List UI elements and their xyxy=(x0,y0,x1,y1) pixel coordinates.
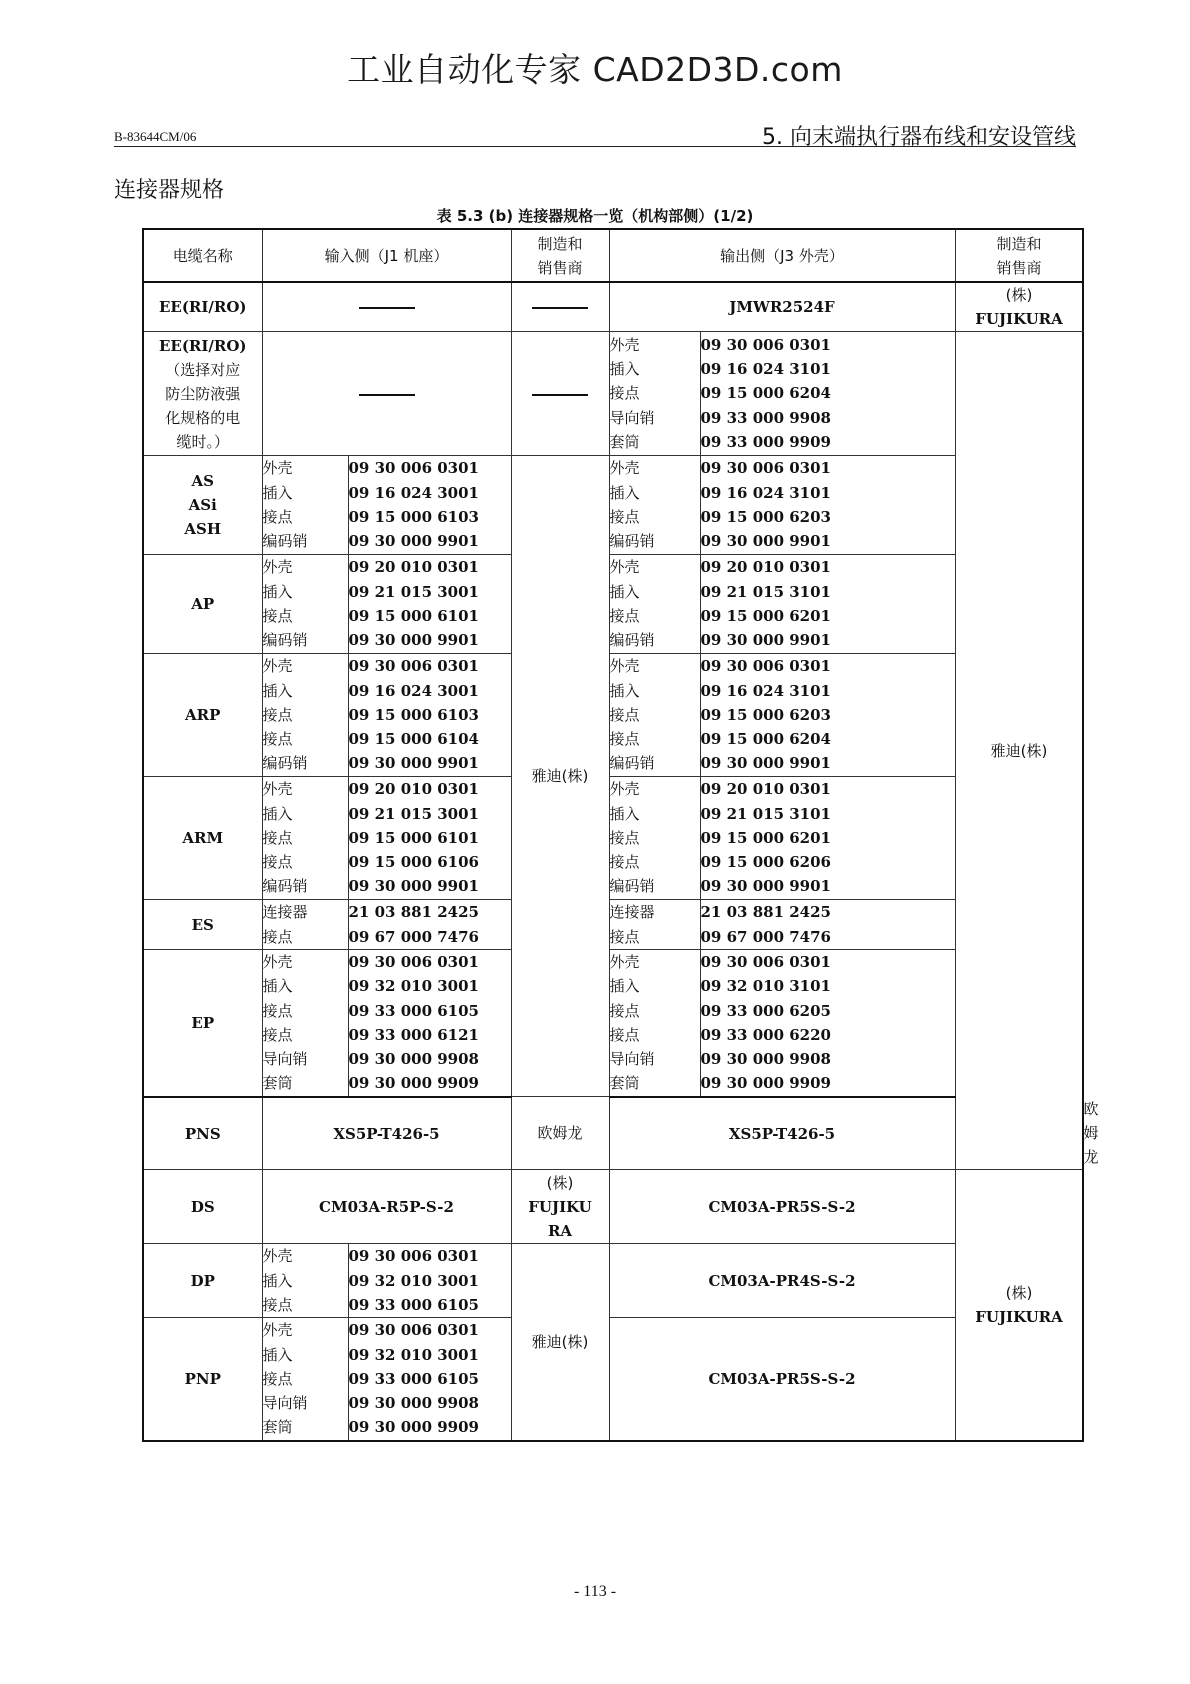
connector-spec-table xyxy=(142,228,1099,1442)
cable-name: ARP xyxy=(143,654,262,777)
maker-fujikura-input: (株) FUJIKU RA xyxy=(511,1170,609,1244)
cable-name: PNP xyxy=(143,1318,262,1441)
input-part-number: XS5P-T426-5 xyxy=(262,1097,511,1170)
table-row xyxy=(143,777,1083,900)
table-row xyxy=(143,1170,1083,1244)
output-part-numbers: 09 20 010 0301 09 21 015 3101 09 15 000 6201 09 15 000 6206 09 30 000 9901 xyxy=(700,777,955,900)
output-labels: 外壳 插入 接点 接点 导向销 套筒 xyxy=(609,950,700,1097)
output-part-numbers: 09 20 010 0301 09 21 015 3101 09 15 000 6201 09 30 000 9901 xyxy=(700,555,955,654)
output-part-numbers: 21 03 881 2425 09 67 000 7476 xyxy=(700,900,955,950)
input-labels: 外壳 插入 接点 编码销 xyxy=(262,456,348,555)
maker-omron-input: 欧姆龙 xyxy=(511,1097,609,1170)
cable-name: EP xyxy=(143,950,262,1097)
cable-name: ARM xyxy=(143,777,262,900)
output-part-number: XS5P-T426-5 xyxy=(609,1097,955,1170)
output-part-number: CM03A-PR5S-S-2 xyxy=(609,1318,955,1441)
input-part-numbers: 21 03 881 2425 09 67 000 7476 xyxy=(348,900,511,950)
input-none xyxy=(262,282,511,332)
header-output-side: 输出侧（J3 外壳） xyxy=(609,229,955,282)
cable-name: AP xyxy=(143,555,262,654)
maker-none xyxy=(511,282,609,332)
page-number: - 113 - xyxy=(573,1583,617,1600)
input-labels: 外壳 插入 接点 接点 编码销 xyxy=(262,777,348,900)
input-labels: 连接器 接点 xyxy=(262,900,348,950)
input-part-numbers: 09 30 006 0301 09 16 024 3001 09 15 000 6103 09 15 000 6104 09 30 000 9901 xyxy=(348,654,511,777)
input-labels: 外壳 插入 接点 接点 编码销 xyxy=(262,654,348,777)
output-labels: 连接器 接点 xyxy=(609,900,700,950)
header-rule xyxy=(114,146,1076,147)
cable-name: EE(RI/RO) xyxy=(143,282,262,332)
table-caption: 表 5.3 (b) 连接器规格一览（机构部侧）(1/2) xyxy=(436,207,754,225)
maker-harting-output: 雅迪(株) xyxy=(955,332,1083,1170)
header-cable-name: 电缆名称 xyxy=(143,229,262,282)
section-title: 连接器规格 xyxy=(114,178,225,203)
table-row: PNS XS5P-T426-5 欧姆龙 XS5P-T426-5 欧姆龙 xyxy=(143,1097,1083,1170)
output-part-numbers: 09 30 006 0301 09 16 024 3101 09 15 000 6203 09 30 000 9901 xyxy=(700,456,955,555)
table-row xyxy=(143,1318,1083,1441)
input-none xyxy=(262,332,511,456)
cable-name: ES xyxy=(143,900,262,950)
table-header-row xyxy=(143,229,1083,282)
input-labels: 外壳 插入 接点 xyxy=(262,1244,348,1318)
table-row xyxy=(143,1244,1083,1318)
output-labels: 外壳 插入 接点 接点 编码销 xyxy=(609,654,700,777)
output-labels: 外壳 插入 接点 导向销 套筒 xyxy=(609,332,700,456)
maker-harting-input: 雅迪(株) xyxy=(511,456,609,1097)
table-row xyxy=(143,456,1083,555)
cable-name: DP xyxy=(143,1244,262,1318)
input-part-numbers: 09 30 006 0301 09 32 010 3001 09 33 000 6105 09 30 000 9908 09 30 000 9909 xyxy=(348,1318,511,1441)
input-part-numbers: 09 30 006 0301 09 32 010 3001 09 33 000 6105 09 33 000 6121 09 30 000 9908 09 30 000 9909 xyxy=(348,950,511,1097)
input-part-numbers: 09 20 010 0301 09 21 015 3001 09 15 000 6101 09 15 000 6106 09 30 000 9901 xyxy=(348,777,511,900)
output-part-number: CM03A-PR4S-S-2 xyxy=(609,1244,955,1318)
watermark-text: 工业自动化专家 CAD2D3D.com xyxy=(347,50,843,89)
table-row xyxy=(143,332,1083,456)
maker-fujikura-output: (株) FUJIKURA xyxy=(955,1170,1083,1441)
output-part-numbers: 09 30 006 0301 09 32 010 3101 09 33 000 6205 09 33 000 6220 09 30 000 9908 09 30 000 9909 xyxy=(700,950,955,1097)
input-part-numbers: 09 30 006 0301 09 32 010 3001 09 33 000 6105 xyxy=(348,1244,511,1318)
table-row xyxy=(143,654,1083,777)
input-part-number: CM03A-R5P-S-2 xyxy=(262,1170,511,1244)
maker-none xyxy=(511,332,609,456)
output-labels: 外壳 插入 接点 编码销 xyxy=(609,555,700,654)
output-labels: 外壳 插入 接点 编码销 xyxy=(609,456,700,555)
table-row xyxy=(143,282,1083,332)
maker-fujikura: (株) FUJIKURA xyxy=(955,282,1083,332)
cable-name: EE(RI/RO) （选择对应 防尘防液强 化规格的电 缆时。） xyxy=(143,332,262,456)
document-code: B-83644CM/06 xyxy=(114,129,197,144)
cable-name: DS xyxy=(143,1170,262,1244)
input-labels: 外壳 插入 接点 接点 导向销 套筒 xyxy=(262,950,348,1097)
input-labels: 外壳 插入 接点 编码销 xyxy=(262,555,348,654)
header-maker-a: 制造和 销售商 xyxy=(511,229,609,282)
output-labels: 外壳 插入 接点 接点 编码销 xyxy=(609,777,700,900)
input-labels: 外壳 插入 接点 导向销 套筒 xyxy=(262,1318,348,1441)
output-part-numbers: 09 30 006 0301 09 16 024 3101 09 15 000 6203 09 15 000 6204 09 30 000 9901 xyxy=(700,654,955,777)
table-row xyxy=(143,950,1083,1097)
input-part-numbers: 09 30 006 0301 09 16 024 3001 09 15 000 6103 09 30 000 9901 xyxy=(348,456,511,555)
output-part-number: CM03A-PR5S-S-2 xyxy=(609,1170,955,1244)
chapter-title: 5. 向末端执行器布线和安设管线 xyxy=(762,125,1076,150)
table-row xyxy=(143,900,1083,950)
output-part-number: JMWR2524F xyxy=(609,282,955,332)
maker-harting-lower: 雅迪(株) xyxy=(511,1244,609,1441)
input-part-numbers: 09 20 010 0301 09 21 015 3001 09 15 000 6101 09 30 000 9901 xyxy=(348,555,511,654)
header-input-side: 输入侧（J1 机座） xyxy=(262,229,511,282)
cable-name: AS ASi ASH xyxy=(143,456,262,555)
table-row xyxy=(143,555,1083,654)
cable-name: PNS xyxy=(143,1097,262,1170)
header-maker-b: 制造和 销售商 xyxy=(955,229,1083,282)
output-part-numbers: 09 30 006 0301 09 16 024 3101 09 15 000 6204 09 33 000 9908 09 33 000 9909 xyxy=(700,332,955,456)
